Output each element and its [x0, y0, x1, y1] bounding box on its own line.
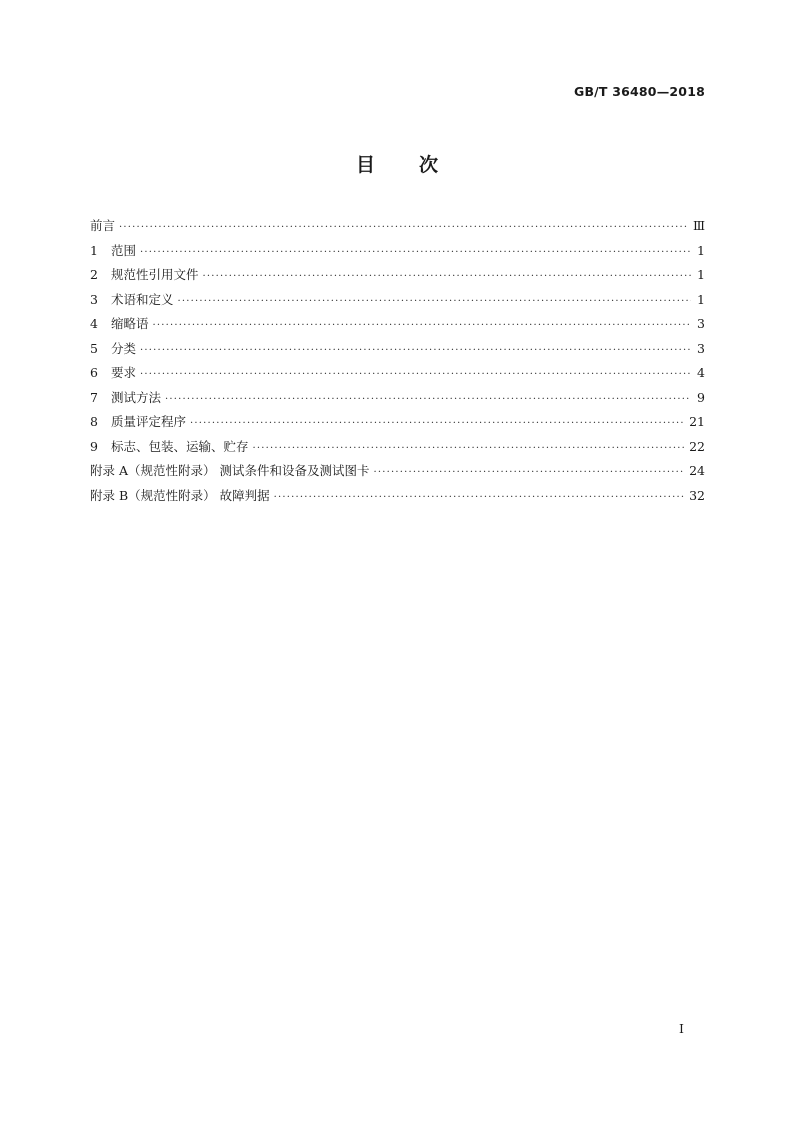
toc-entry-label: 附录 A（规范性附录） 测试条件和设备及测试图卡 [90, 463, 370, 478]
toc-entry-number: 4 [90, 316, 98, 331]
toc-entry-3[interactable] [90, 291, 705, 316]
toc-entry-label: 缩略语 [111, 316, 149, 331]
toc-entry-number: 7 [90, 389, 98, 405]
toc-entry-number: 5 [90, 340, 98, 356]
toc-entry-number: 9 [90, 438, 98, 454]
toc-entry-page: 1 [697, 267, 705, 282]
toc-entry-appendix-b[interactable] [90, 487, 705, 512]
dot-leader [178, 293, 691, 310]
toc-entry-page: 3 [697, 316, 705, 331]
dot-leader [190, 415, 685, 432]
toc-entry-page: 4 [697, 365, 705, 380]
toc-entry-label: 标志、包装、运输、贮存 [111, 438, 249, 454]
toc-entry-page: 3 [697, 340, 705, 356]
toc-entry-number: 2 [90, 267, 98, 282]
toc-entry-page: 1 [697, 242, 705, 258]
toc-entry-6[interactable] [90, 364, 705, 389]
document-code: GB/T 36480—2018 [573, 84, 705, 99]
toc-entry-2[interactable] [90, 266, 705, 291]
toc-entry-number: 6 [90, 365, 98, 380]
toc-entry-appendix-a[interactable] [90, 462, 705, 487]
toc-entry-page: 1 [697, 291, 705, 307]
toc-entry-7[interactable] [90, 389, 705, 414]
dot-leader [165, 391, 691, 408]
toc-entry-label: 要求 [111, 365, 137, 380]
toc-entry-page: 22 [689, 438, 705, 454]
dot-leader [140, 366, 691, 383]
toc-entry-1[interactable] [90, 242, 705, 267]
page-number: I [679, 1021, 684, 1036]
toc-entry-number: 1 [90, 242, 98, 258]
table-of-contents [90, 217, 705, 511]
dot-leader [153, 317, 691, 334]
page-title [0, 150, 794, 177]
title-char-1: 目 [355, 154, 375, 176]
toc-entry-page: 32 [689, 487, 705, 503]
toc-entry-foreword[interactable] [90, 217, 705, 242]
title-char-2: 次 [419, 154, 439, 176]
toc-entry-number: 8 [90, 414, 98, 429]
dot-leader [253, 440, 686, 457]
toc-entry-page: 9 [697, 389, 705, 405]
dot-leader [203, 268, 691, 285]
toc-entry-label: 规范性引用文件 [111, 267, 199, 282]
toc-entry-label: 附录 B（规范性附录） 故障判据 [90, 487, 270, 503]
dot-leader [373, 464, 685, 481]
toc-entry-page: 21 [689, 414, 705, 429]
toc-entry-page: Ⅲ [692, 218, 705, 233]
toc-entry-page: 24 [689, 463, 705, 478]
toc-entry-label: 范围 [111, 242, 137, 258]
toc-entry-4[interactable] [90, 315, 705, 340]
toc-entry-5[interactable] [90, 340, 705, 365]
toc-entry-9[interactable] [90, 438, 705, 463]
toc-entry-label: 质量评定程序 [111, 414, 187, 429]
dot-leader [119, 219, 689, 236]
toc-entry-label: 分类 [111, 340, 137, 356]
toc-entry-8[interactable] [90, 413, 705, 438]
dot-leader [274, 489, 685, 506]
toc-entry-label: 前言 [90, 218, 116, 233]
toc-entry-label: 术语和定义 [111, 291, 174, 307]
dot-leader [140, 244, 691, 261]
dot-leader [140, 342, 691, 359]
toc-entry-label: 测试方法 [111, 389, 162, 405]
toc-entry-number: 3 [90, 291, 98, 307]
